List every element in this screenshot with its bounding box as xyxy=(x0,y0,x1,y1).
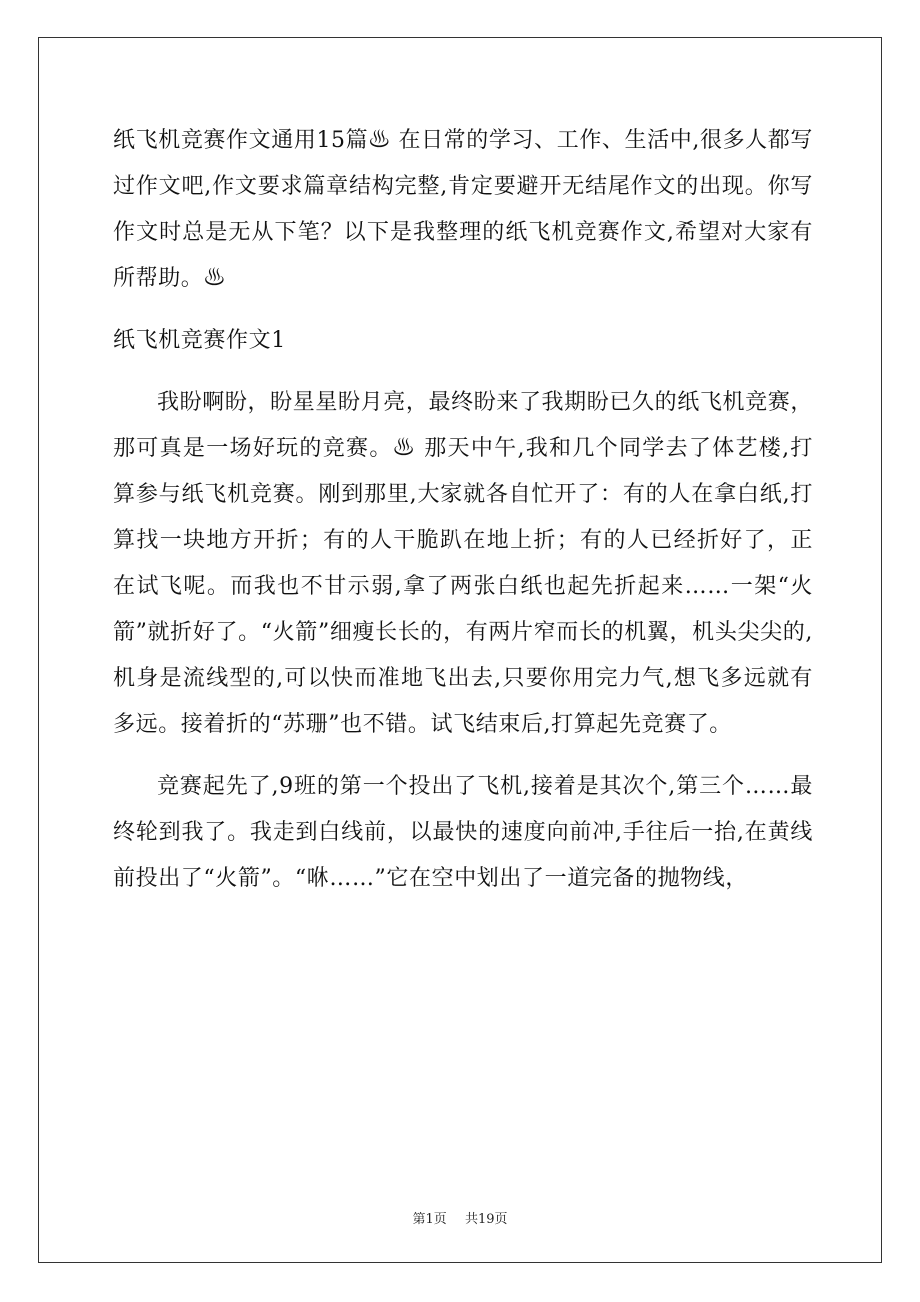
document-body xyxy=(113,118,813,902)
page-footer xyxy=(0,1208,920,1227)
page-number: 第1页 xyxy=(412,1212,447,1227)
intro-paragraph: 纸飞机竞赛作文通用15篇♨ 在日常的学习、工作、生活中,很多人都写过作文吧,作文要求篇章结构完整,肯定要避开无结尾作文的出现。你写作文时总是无从下笔？以下是我整理的纸飞机竞赛作文,希望对大家有所帮助。♨ xyxy=(113,128,813,291)
page-total: 共19页 xyxy=(464,1212,508,1227)
essay-paragraph-2: 竞赛起先了,9班的第一个投出了飞机,接着是其次个,第三个……最终轮到我了。我走到白线前，以最快的速度向前冲,手往后一抬,在黄线前投出了“火箭”。“咻……”它在空中划出了一道完备的抛物线， xyxy=(113,774,813,891)
essay-heading: 纸飞机竞赛作文1 xyxy=(113,328,286,353)
essay-paragraph-1: 我盼啊盼，盼星星盼月亮，最终盼来了我期盼已久的纸飞机竞赛，那可真是一场好玩的竞赛。♨ 那天中午,我和几个同学去了体艺楼,打算参与纸飞机竞赛。刚到那里,大家就各自忙开了：有的人在拿白纸,打算找一块地方开折；有的人干脆趴在地上折；有的人已经折好了，正在试飞呢。而我也不甘示弱,拿了两张白纸也起先折起来……一架“火箭”就折好了。“火箭”细瘦长长的，有两片窄而长的机翼，机头尖尖的,机身是流线型的,可以快而准地飞出去,只要你用完力气,想飞多远就有多远。接着折的“苏珊”也不错。试飞结束后,打算起先竞赛了。 xyxy=(113,390,813,737)
